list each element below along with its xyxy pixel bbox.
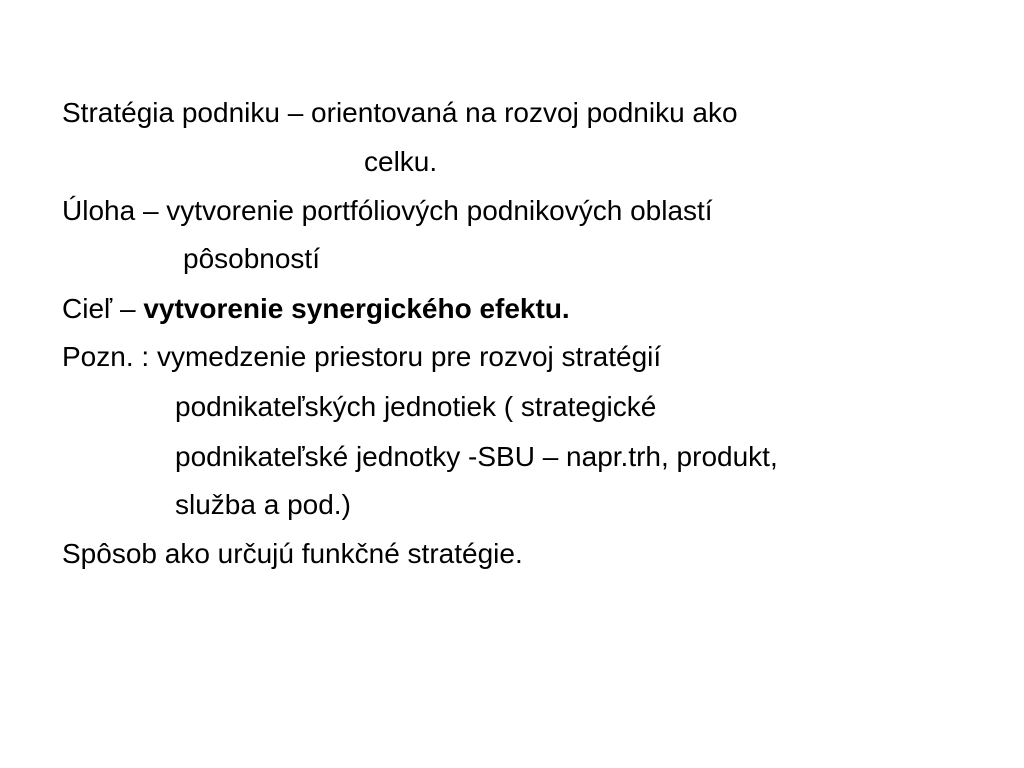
strategy-text-line-2: celku.: [364, 146, 438, 177]
note-text-line-2: podnikateľských jednotiek ( strategické: [175, 391, 657, 422]
goal-bold-text: vytvorenie synergického efektu.: [143, 293, 570, 324]
task-text-line-2: pôsobností: [183, 243, 320, 274]
goal-prefix: Cieľ –: [62, 293, 144, 324]
method-text: Spôsob ako určujú funkčné stratégie.: [62, 538, 523, 569]
task-text-line-1: Úloha – vytvorenie portfóliových podnikových oblastí: [62, 195, 713, 226]
note-text-line-1: Pozn. : vymedzenie priestoru pre rozvoj stratégií: [62, 341, 662, 372]
strategy-text-line-1: Stratégia podniku – orientovaná na rozvoj podniku ako: [62, 97, 738, 128]
note-text-line-3: podnikateľské jednotky -SBU – napr.trh, produkt,: [175, 441, 778, 472]
goal-text: [62, 293, 570, 325]
note-text-line-4: služba a pod.): [175, 489, 351, 520]
